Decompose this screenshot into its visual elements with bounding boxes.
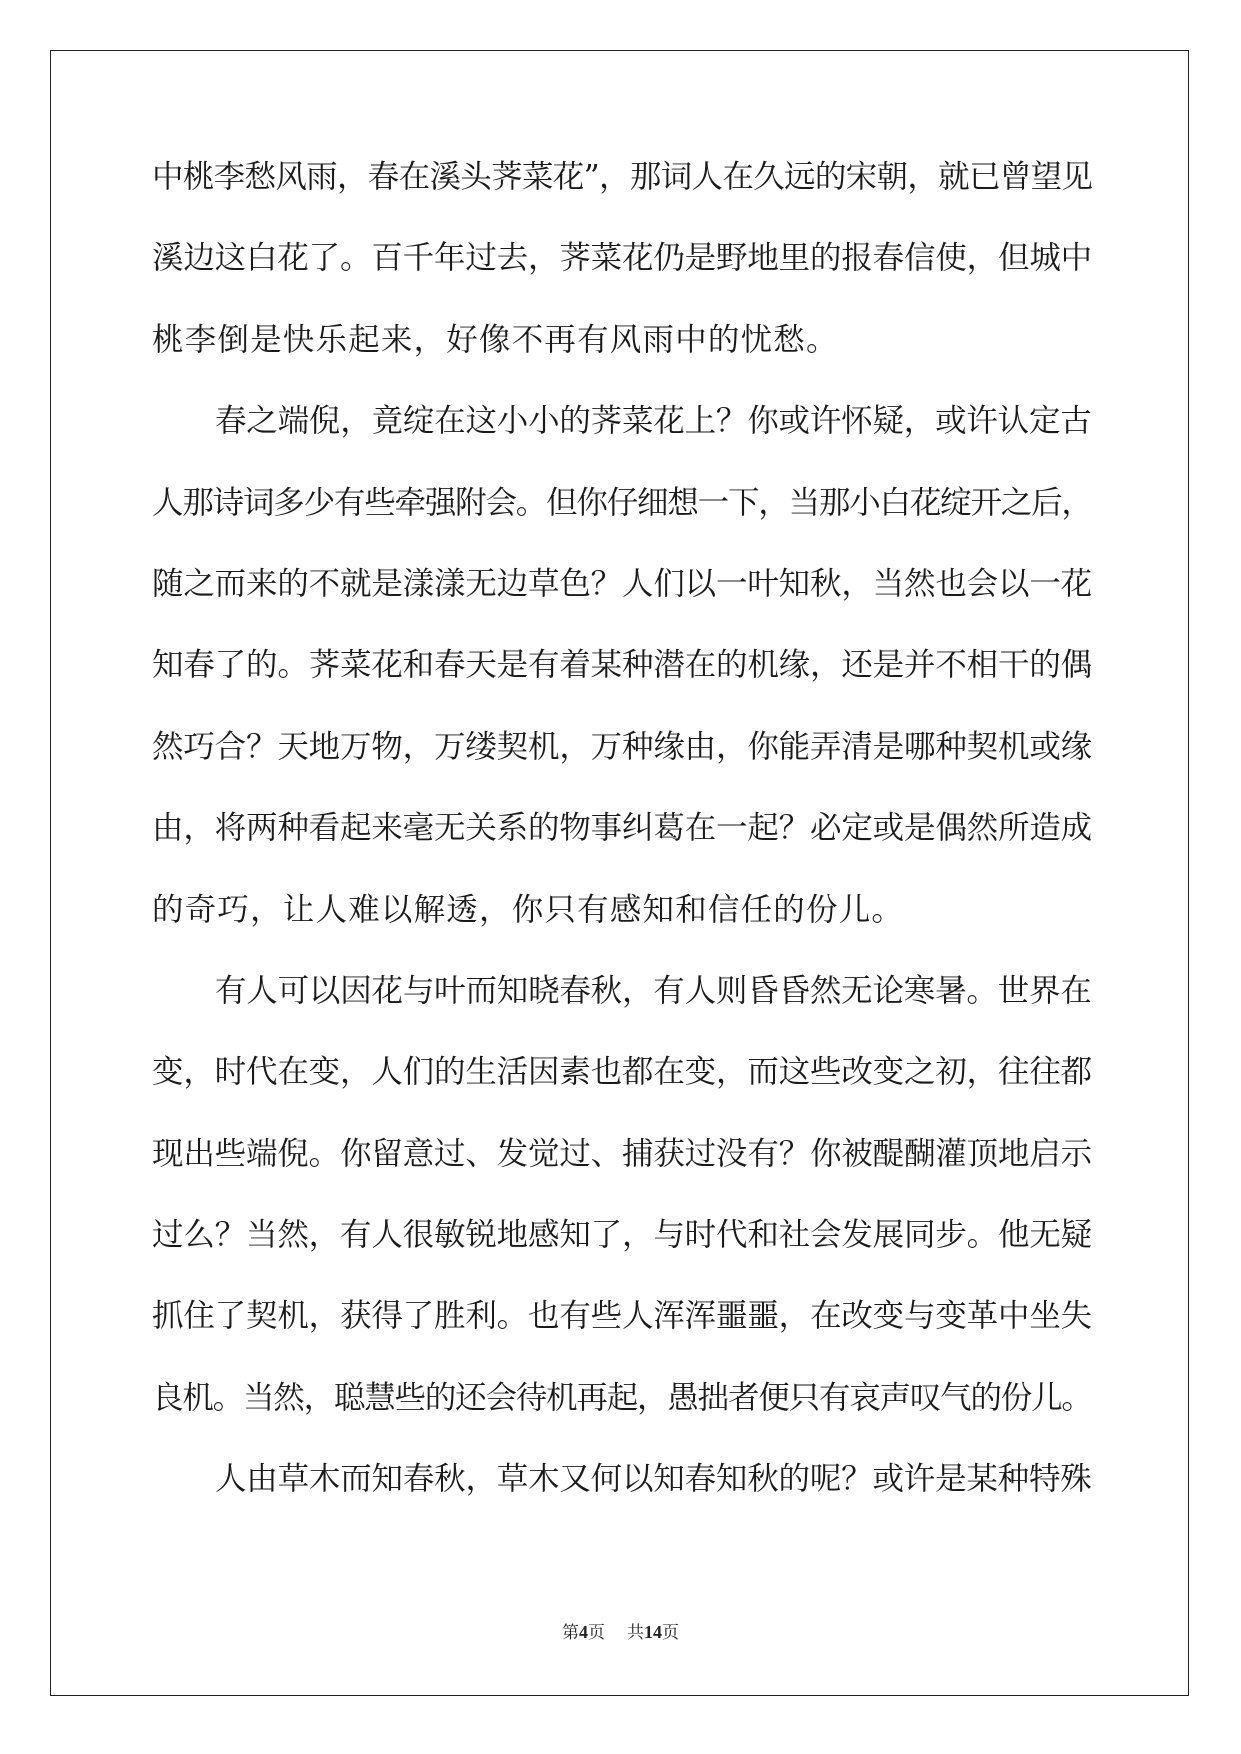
text-line: 抓住了契机，获得了胜利。也有些人浑浑噩噩，在改变与变革中坐失 bbox=[152, 1298, 1093, 1335]
total-pages: 14 bbox=[644, 1622, 662, 1642]
text-line: 良机。当然，聪慧些的还会待机再起，愚拙者便只有哀声叹气的份儿。 bbox=[152, 1379, 1092, 1416]
text-line: 人由草木而知春秋，草木又何以知春知秋的呢？或许是某种特殊 bbox=[215, 1461, 1092, 1498]
total-label-suffix: 页 bbox=[662, 1623, 679, 1643]
text-line: 现出些端倪。你留意过、发觉过、捕获过没有？你被醍醐灌顶地启示 bbox=[152, 1135, 1093, 1172]
text-line: 过么？当然，有人很敏锐地感知了，与时代和社会发展同步。他无疑 bbox=[152, 1217, 1093, 1254]
text-line: 春之端倪，竟绽在这小小的荠菜花上？你或许怀疑，或许认定古 bbox=[215, 403, 1092, 440]
text-line: 有人可以因花与叶而知晓春秋，有人则昏昏然无论寒暑。世界在 bbox=[215, 972, 1092, 1009]
text-line: 溪边这白花了。百千年过去，荠菜花仍是野地里的报春信使，但城中 bbox=[152, 240, 1093, 277]
page-footer bbox=[0, 1618, 1241, 1643]
page-number: 4 bbox=[579, 1622, 588, 1642]
text-line: 人那诗词多少有些牵强附会。但你仔细想一下，当那小白花绽开之后， bbox=[152, 484, 1092, 521]
page-label-prefix: 第 bbox=[562, 1623, 579, 1643]
text-line: 的奇巧，让人难以解透，你只有感知和信任的份儿。 bbox=[152, 891, 905, 928]
text-line: 桃李倒是快乐起来，好像不再有风雨中的忧愁。 bbox=[152, 321, 839, 358]
page-label-suffix: 页 bbox=[588, 1623, 605, 1643]
text-line: 变，时代在变，人们的生活因素也都在变，而这些改变之初，往往都 bbox=[152, 1054, 1093, 1091]
total-label-prefix: 共 bbox=[627, 1623, 644, 1643]
text-line: 由，将两种看起来毫无关系的物事纠葛在一起？必定或是偶然所造成 bbox=[152, 810, 1093, 847]
text-line: 知春了的。荠菜花和春天是有着某种潜在的机缘，还是并不相干的偶 bbox=[152, 647, 1093, 684]
text-line: 随之而来的不就是漾漾无边草色？人们以一叶知秋，当然也会以一花 bbox=[152, 565, 1093, 602]
text-line: 然巧合？天地万物，万缕契机，万种缘由，你能弄清是哪种契机或缘 bbox=[152, 728, 1093, 765]
text-line: 中桃李愁风雨，春在溪头荠菜花”，那词人在久远的宋朝，就已曾望见 bbox=[152, 159, 1093, 195]
document-body bbox=[152, 160, 1092, 1544]
